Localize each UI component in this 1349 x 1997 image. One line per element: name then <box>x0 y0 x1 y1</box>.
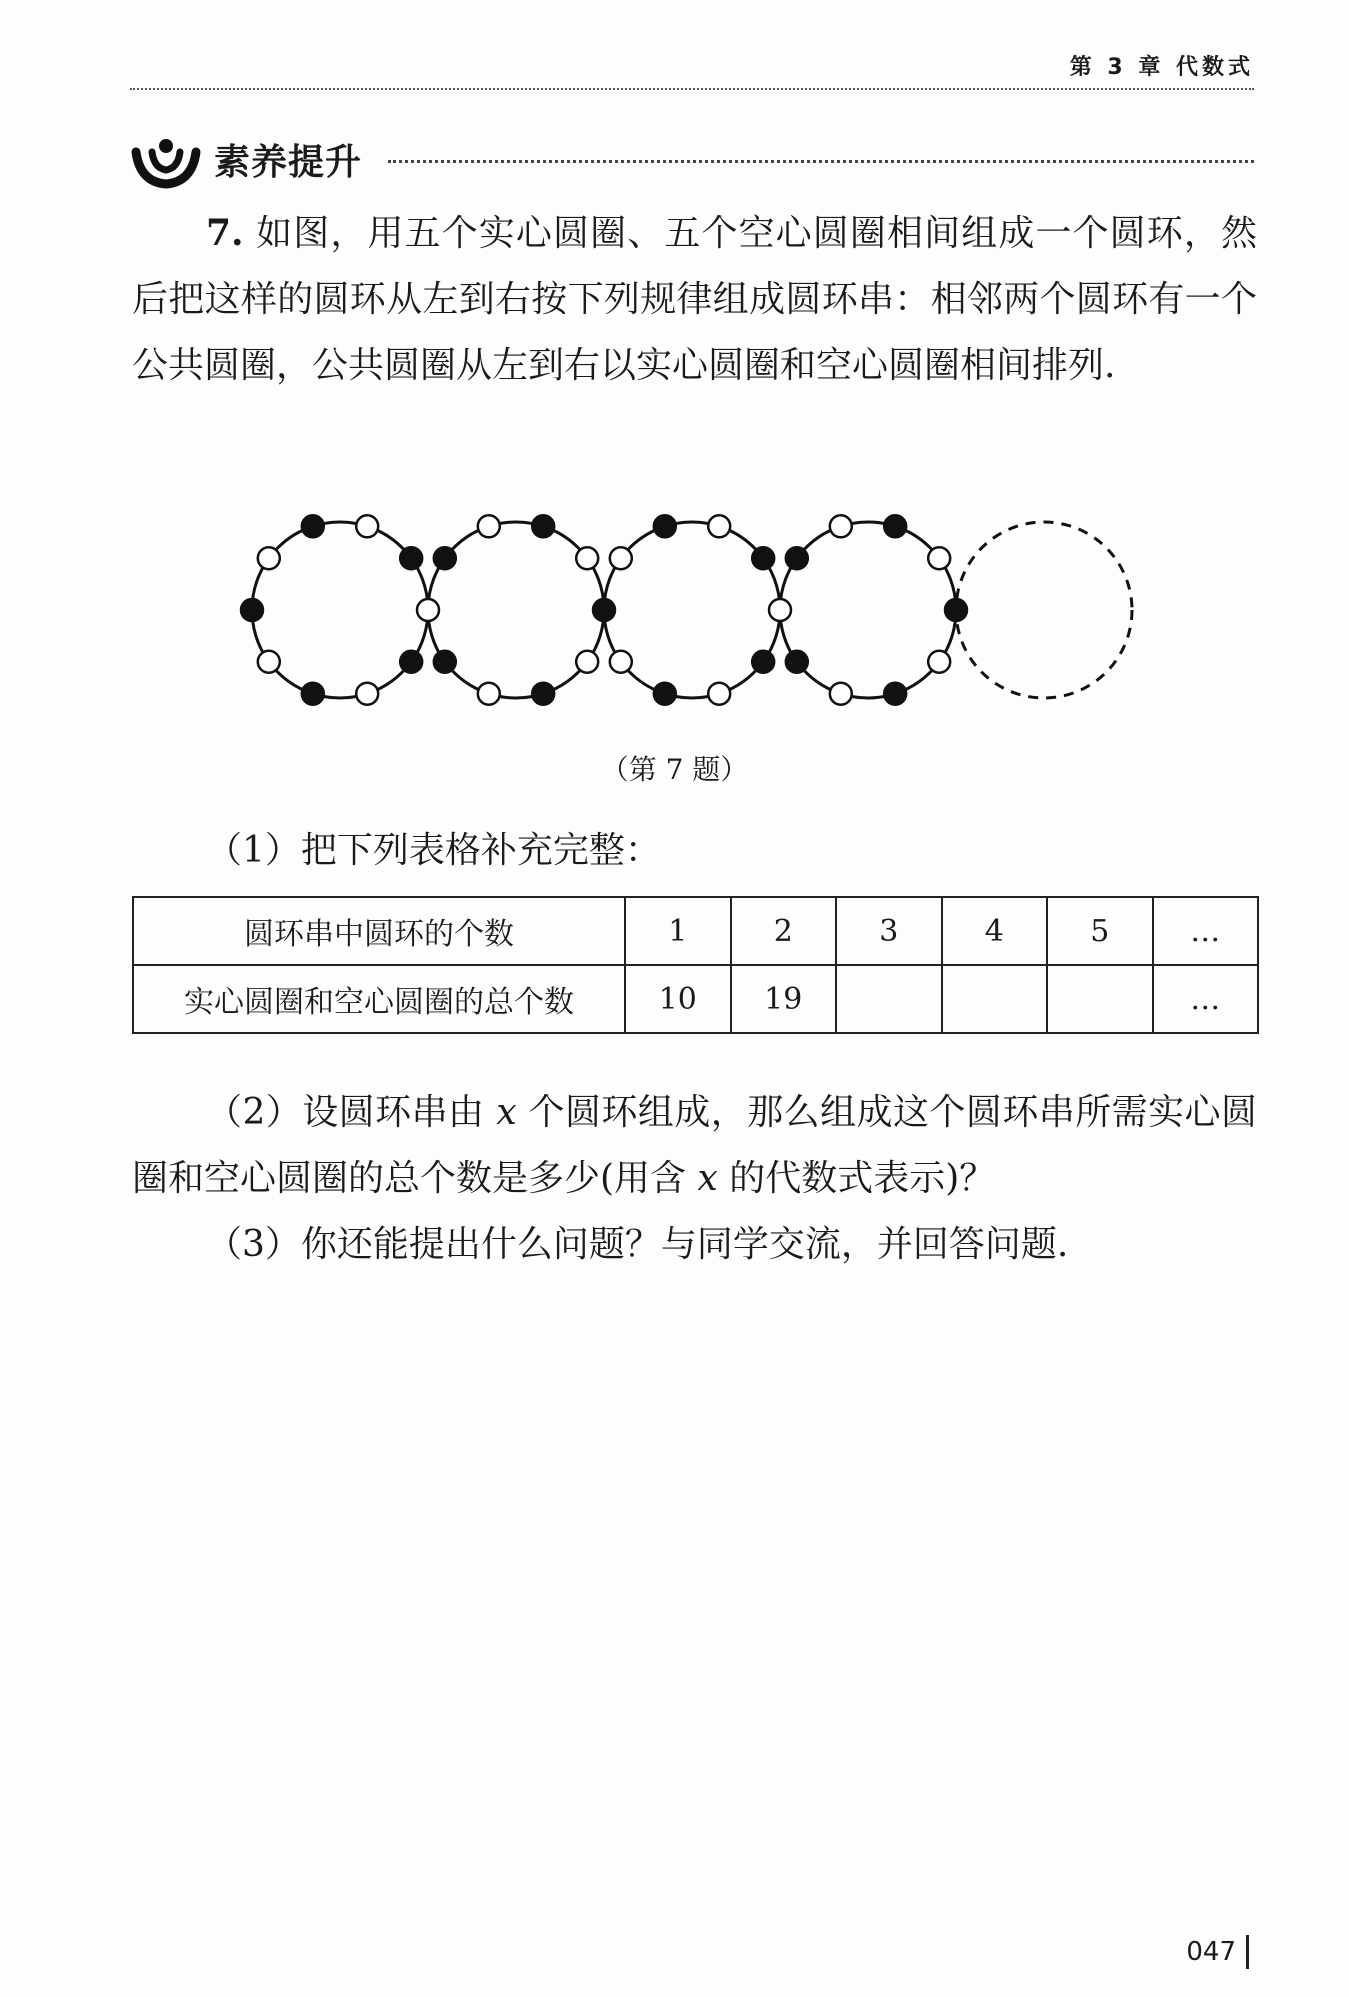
table-cell: 4 <box>942 897 1048 965</box>
ring <box>780 522 956 698</box>
table-cell: 1 <box>625 897 731 965</box>
table-cell: … <box>1153 965 1259 1033</box>
table-cell: 5 <box>1047 897 1153 965</box>
page-number: 047 <box>1186 1935 1249 1969</box>
solid-bead <box>400 651 422 673</box>
table-cell-blank[interactable] <box>942 965 1048 1033</box>
hollow-bead <box>708 515 730 537</box>
part2-text-c: 的代数式表示)？ <box>717 1158 996 1199</box>
table-row <box>133 965 1258 1033</box>
header-divider <box>130 88 1254 90</box>
hollow-bead <box>576 547 598 569</box>
chapter-header: 第 3 章 代数式 <box>1069 55 1254 80</box>
variable-x: x <box>496 1092 517 1133</box>
ring <box>252 522 428 698</box>
hollow-bead <box>356 515 378 537</box>
solid-bead <box>786 651 808 673</box>
part2-text <box>132 1080 1257 1212</box>
part2-text-b: 个圆环组成，那么组成这个圆环串所需实心圆圈和空心圆圈的总个数是多少(用含 <box>132 1092 1257 1199</box>
hollow-bead <box>928 547 950 569</box>
solid-bead <box>532 683 554 705</box>
solid-bead <box>302 515 324 537</box>
hollow-bead <box>928 651 950 673</box>
part1-text: （1）把下列表格补充完整： <box>206 830 661 871</box>
figure-caption: （第 7 题） <box>600 753 749 786</box>
table-row-label: 圆环串中圆环的个数 <box>133 897 625 965</box>
solid-bead <box>786 547 808 569</box>
hollow-bead <box>576 651 598 673</box>
solid-bead <box>884 683 906 705</box>
solid-bead <box>434 547 456 569</box>
solid-bead <box>241 599 263 621</box>
hollow-bead <box>610 547 632 569</box>
table-cell: 3 <box>836 897 942 965</box>
hollow-bead <box>417 599 439 621</box>
variable-x: x <box>697 1158 718 1199</box>
solid-bead <box>593 599 615 621</box>
solid-bead <box>532 515 554 537</box>
section-logo-icon <box>130 130 202 190</box>
solid-bead <box>752 547 774 569</box>
solid-bead <box>945 599 967 621</box>
part2-text-a: （2）设圆环串由 <box>206 1092 497 1133</box>
solid-bead <box>434 651 456 673</box>
section-divider <box>388 160 1254 163</box>
table-cell-blank[interactable] <box>1047 965 1153 1033</box>
table-cell: 10 <box>625 965 731 1033</box>
table-row <box>133 897 1258 965</box>
section-title: 素养提升 <box>214 142 363 183</box>
solid-bead <box>400 547 422 569</box>
hollow-bead <box>258 651 280 673</box>
problem-statement <box>132 200 1257 399</box>
hollow-bead <box>708 683 730 705</box>
hollow-bead <box>258 547 280 569</box>
hollow-bead <box>769 599 791 621</box>
hollow-bead <box>478 515 500 537</box>
solid-bead <box>654 515 676 537</box>
hollow-bead <box>478 683 500 705</box>
table-cell: 19 <box>731 965 837 1033</box>
problem-number: 7. <box>206 212 244 254</box>
answer-table <box>132 896 1259 1034</box>
solid-bead <box>302 683 324 705</box>
ring-chain-figure <box>230 500 1160 720</box>
hollow-bead <box>830 683 852 705</box>
part3-text: （3）你还能提出什么问题？与同学交流，并回答问题. <box>206 1224 1069 1265</box>
solid-bead <box>752 651 774 673</box>
solid-bead <box>884 515 906 537</box>
hollow-bead <box>356 683 378 705</box>
problem-text: 如图，用五个实心圆圈、五个空心圆圈相间组成一个圆环，然后把这样的圆环从左到右按下列规律组成圆环串：相邻两个圆环有一个公共圆圈，公共圆圈从左到右以实心圆圈和空心圆圈相间排列. <box>132 213 1257 386</box>
table-cell: … <box>1153 897 1259 965</box>
hollow-bead <box>830 515 852 537</box>
solid-bead <box>654 683 676 705</box>
ring <box>604 522 780 698</box>
table-cell-blank[interactable] <box>836 965 942 1033</box>
table-row-label: 实心圆圈和空心圆圈的总个数 <box>133 965 625 1033</box>
table-cell: 2 <box>731 897 837 965</box>
ring <box>428 522 604 698</box>
hollow-bead <box>610 651 632 673</box>
dashed-ring <box>956 522 1132 698</box>
